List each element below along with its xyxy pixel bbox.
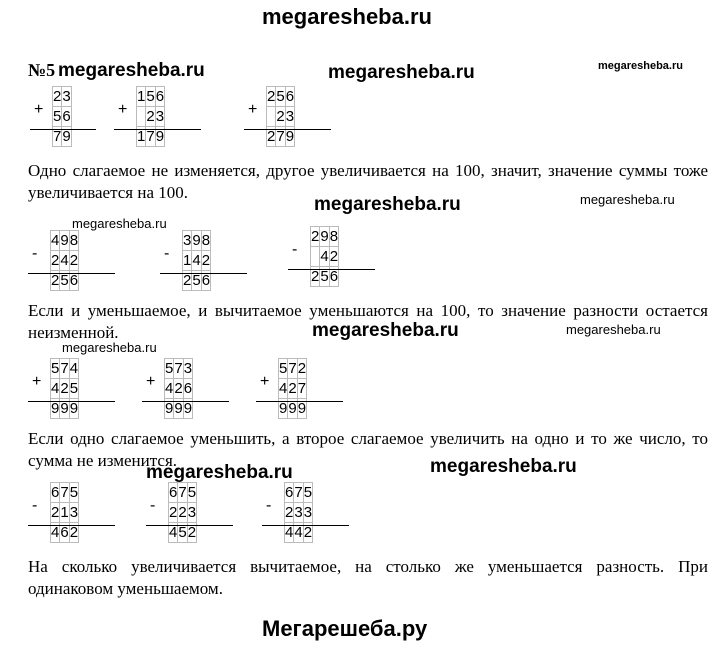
- digit-cell: 5: [53, 108, 62, 125]
- digit-grid: [266, 86, 295, 147]
- digit-cell: 4: [60, 252, 69, 269]
- digit-cell: 4: [320, 248, 329, 265]
- digit-cell: 7: [146, 128, 155, 145]
- digit-cell: 6: [51, 484, 60, 501]
- digit-grid: [50, 358, 79, 419]
- digit-cell: 9: [60, 232, 69, 249]
- digit-cell: 6: [183, 380, 193, 397]
- digit-cell: 7: [276, 128, 285, 145]
- digit-cell: [137, 107, 146, 127]
- watermark: megaresheba.ru: [430, 456, 577, 477]
- digit-cell: 3: [303, 504, 313, 521]
- digit-cell: 2: [174, 380, 183, 397]
- digit-cell: 5: [178, 524, 187, 541]
- digit-cell: 4: [169, 524, 178, 541]
- digit-cell: 6: [69, 272, 79, 289]
- digit-cell: 9: [165, 400, 174, 417]
- digit-cell: 9: [279, 400, 288, 417]
- digit-grid: [284, 482, 313, 543]
- operator-sign: +: [248, 101, 258, 118]
- digit-cell: 1: [137, 88, 146, 105]
- digit-cell: 2: [311, 228, 320, 245]
- digit-cell: 8: [329, 228, 339, 245]
- digit-cell: 3: [285, 108, 295, 125]
- digit-cell: 6: [60, 524, 69, 541]
- digit-cell: 7: [288, 360, 297, 377]
- digit-cell: 6: [329, 268, 339, 285]
- digit-cell: 9: [192, 232, 201, 249]
- watermark: megaresheba.ru: [314, 194, 461, 215]
- digit-cell: 6: [201, 272, 211, 289]
- digit-cell: 5: [192, 272, 201, 289]
- digit-cell: 5: [146, 88, 155, 105]
- digit-cell: 2: [201, 252, 211, 269]
- explanation-text: Если одно слагаемое уменьшить, а второе слагаемое увеличить на одно и то же число, то сумма не изменится.: [28, 429, 708, 470]
- digit-grid: [50, 482, 79, 543]
- digit-cell: 2: [285, 504, 294, 521]
- digit-cell: 9: [288, 400, 297, 417]
- watermark: megaresheba.ru: [72, 216, 167, 231]
- watermark: megaresheba.ru: [580, 192, 675, 207]
- digit-cell: 2: [169, 504, 178, 521]
- digit-cell: 2: [267, 128, 276, 145]
- operator-sign: -: [32, 245, 38, 262]
- digit-cell: 2: [183, 272, 192, 289]
- result-line: [28, 401, 115, 402]
- digit-cell: 6: [62, 108, 71, 125]
- digit-grid: [168, 482, 197, 543]
- digit-cell: 5: [165, 360, 174, 377]
- operator-sign: +: [34, 101, 44, 118]
- digit-cell: 4: [69, 360, 79, 377]
- operator-sign: -: [164, 245, 170, 262]
- result-line: [256, 401, 343, 402]
- digit-cell: 4: [285, 524, 294, 541]
- digit-cell: 8: [201, 232, 211, 249]
- site-footer: Мегарешеба.ру: [262, 616, 428, 641]
- digit-cell: 4: [51, 232, 60, 249]
- digit-cell: 6: [155, 88, 165, 105]
- digit-cell: 9: [285, 128, 295, 145]
- digit-cell: 9: [51, 400, 60, 417]
- digit-cell: 6: [169, 484, 178, 501]
- digit-cell: 6: [285, 88, 295, 105]
- digit-grid: [52, 86, 72, 147]
- watermark: megaresheba.ru: [598, 60, 683, 72]
- digit-cell: 2: [69, 524, 79, 541]
- digit-cell: 9: [297, 400, 307, 417]
- digit-cell: 3: [69, 504, 79, 521]
- digit-cell: [267, 107, 276, 127]
- digit-cell: 5: [276, 88, 285, 105]
- operator-sign: +: [32, 373, 42, 390]
- digit-cell: 7: [178, 484, 187, 501]
- digit-cell: 2: [187, 524, 197, 541]
- digit-cell: 3: [294, 504, 303, 521]
- digit-cell: 1: [60, 504, 69, 521]
- digit-cell: 5: [51, 360, 60, 377]
- digit-grid: [136, 86, 165, 147]
- result-line: [114, 129, 201, 130]
- digit-cell: 3: [183, 232, 192, 249]
- digit-cell: 7: [60, 484, 69, 501]
- watermark: megaresheba.ru: [328, 62, 475, 83]
- operator-sign: -: [292, 241, 298, 258]
- digit-cell: 2: [53, 88, 62, 105]
- digit-cell: 1: [137, 128, 146, 145]
- digit-grid: [182, 230, 211, 291]
- digit-cell: 3: [187, 504, 197, 521]
- explanation-text: На сколько увеличивается вычитаемое, на столько же уменьшается разность. При одинаковом уменьшаемом.: [28, 557, 708, 598]
- explanation-text: Если и уменьшаемое, и вычитаемое уменьшаются на 100, то значение разности остается неизменной.: [28, 301, 708, 342]
- digit-cell: 5: [69, 380, 79, 397]
- digit-cell: 1: [183, 252, 192, 269]
- operator-sign: +: [118, 101, 128, 118]
- watermark: megaresheba.ru: [58, 60, 205, 81]
- digit-cell: 5: [303, 484, 313, 501]
- digit-grid: [310, 226, 339, 287]
- digit-cell: 9: [60, 400, 69, 417]
- digit-cell: 3: [183, 360, 193, 377]
- digit-cell: 9: [155, 128, 165, 145]
- digit-cell: 6: [285, 484, 294, 501]
- digit-cell: 9: [183, 400, 193, 417]
- watermark: megaresheba.ru: [146, 462, 293, 483]
- result-line: [244, 129, 331, 130]
- result-line: [262, 525, 349, 526]
- digit-cell: 7: [174, 360, 183, 377]
- digit-cell: 5: [279, 360, 288, 377]
- digit-cell: 2: [276, 108, 285, 125]
- digit-cell: [311, 247, 320, 267]
- digit-cell: 5: [187, 484, 197, 501]
- result-line: [142, 401, 229, 402]
- watermark: megaresheba.ru: [62, 340, 157, 355]
- operator-sign: +: [146, 373, 156, 390]
- digit-cell: 5: [320, 268, 329, 285]
- digit-cell: 7: [60, 360, 69, 377]
- digit-cell: 2: [51, 504, 60, 521]
- digit-cell: 2: [146, 108, 155, 125]
- digit-cell: 2: [311, 268, 320, 285]
- watermark: megaresheba.ru: [566, 322, 661, 337]
- digit-cell: 2: [51, 252, 60, 269]
- digit-cell: 9: [174, 400, 183, 417]
- digit-cell: 2: [329, 248, 339, 265]
- operator-sign: -: [266, 497, 272, 514]
- digit-grid: [50, 230, 79, 291]
- digit-cell: 2: [288, 380, 297, 397]
- digit-cell: 4: [165, 380, 174, 397]
- explanation-text: Одно слагаемое не изменяется, другое увеличивается на 100, значит, значение суммы тоже увеличивается на 100.: [28, 161, 708, 202]
- digit-cell: 5: [60, 272, 69, 289]
- digit-cell: 7: [297, 380, 307, 397]
- digit-cell: 2: [178, 504, 187, 521]
- digit-cell: 4: [294, 524, 303, 541]
- digit-cell: 5: [69, 484, 79, 501]
- result-line: [288, 269, 375, 270]
- result-line: [146, 525, 233, 526]
- digit-cell: 7: [294, 484, 303, 501]
- task-number: №5: [28, 60, 56, 80]
- digit-grid: [278, 358, 307, 419]
- digit-cell: 2: [69, 252, 79, 269]
- digit-cell: 3: [155, 108, 165, 125]
- digit-cell: 4: [51, 380, 60, 397]
- digit-grid: [164, 358, 193, 419]
- result-line: [30, 129, 96, 130]
- digit-cell: 4: [279, 380, 288, 397]
- operator-sign: -: [150, 497, 156, 514]
- digit-cell: 7: [53, 128, 62, 145]
- digit-cell: 2: [303, 524, 313, 541]
- digit-cell: 2: [51, 272, 60, 289]
- digit-cell: 9: [320, 228, 329, 245]
- watermark: megaresheba.ru: [312, 320, 459, 341]
- digit-cell: 4: [51, 524, 60, 541]
- result-line: [28, 273, 115, 274]
- result-line: [28, 525, 115, 526]
- digit-cell: 2: [267, 88, 276, 105]
- operator-sign: -: [32, 497, 38, 514]
- digit-cell: 2: [297, 360, 307, 377]
- digit-cell: 9: [62, 128, 71, 145]
- digit-cell: 8: [69, 232, 79, 249]
- digit-cell: 3: [62, 88, 71, 105]
- digit-cell: 2: [60, 380, 69, 397]
- operator-sign: +: [260, 373, 270, 390]
- site-header: megaresheba.ru: [262, 4, 432, 29]
- digit-cell: 9: [69, 400, 79, 417]
- digit-cell: 4: [192, 252, 201, 269]
- result-line: [160, 273, 247, 274]
